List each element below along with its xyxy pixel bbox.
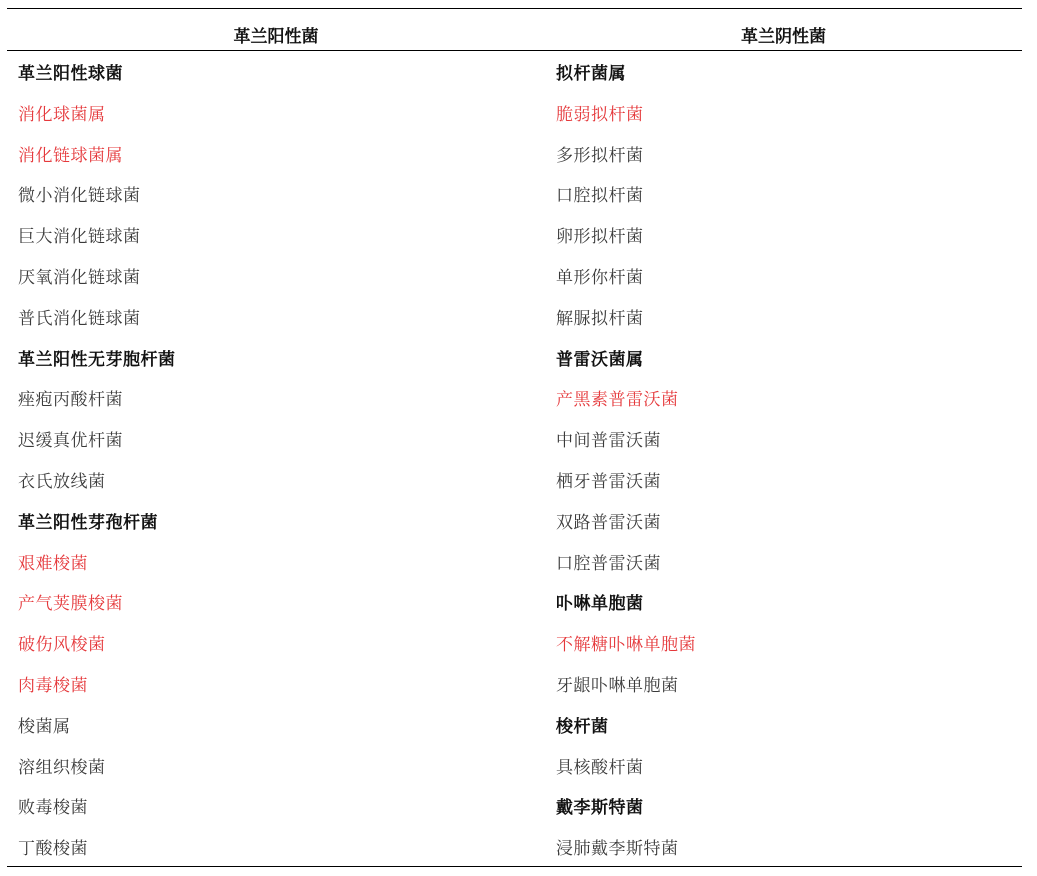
gram-negative-species-cell: 口腔普雷沃菌	[556, 553, 661, 574]
header-gram-positive: 革兰阳性菌	[233, 27, 319, 47]
gram-negative-species-cell: 栖牙普雷沃菌	[556, 471, 661, 492]
gram-positive-species-cell: 厌氧消化链球菌	[18, 267, 141, 288]
gram-negative-species-cell: 卵形拟杆菌	[556, 227, 644, 248]
gram-positive-species-cell: 巨大消化链球菌	[18, 227, 141, 248]
gram-positive-species-cell: 产气荚膜梭菌	[18, 594, 123, 615]
gram-negative-species-cell: 口腔拟杆菌	[556, 186, 644, 207]
gram-positive-species-cell: 破伤风梭菌	[18, 635, 106, 656]
gram-positive-species-cell: 痤疱丙酸杆菌	[18, 390, 123, 411]
gram-positive-species-cell: 梭菌属	[18, 716, 71, 737]
gram-negative-column	[556, 54, 696, 870]
gram-positive-species-cell: 败毒梭菌	[18, 798, 88, 819]
gram-positive-species-cell: 消化球菌属	[18, 104, 106, 125]
gram-positive-species-cell: 普氏消化链球菌	[18, 308, 141, 329]
gram-negative-group-heading: 普雷沃菌属	[556, 349, 644, 370]
header-gram-negative: 革兰阴性菌	[741, 27, 826, 47]
gram-positive-species-cell: 溶组织梭菌	[18, 757, 106, 778]
gram-positive-species-cell: 艰难梭菌	[18, 553, 88, 574]
gram-positive-group-heading: 革兰阳性芽孢杆菌	[18, 512, 158, 533]
gram-negative-species-cell: 牙龈卟啉单胞菌	[556, 675, 679, 696]
table-bottom-rule	[7, 866, 1022, 867]
gram-negative-species-cell: 单形你杆菌	[556, 267, 644, 288]
gram-positive-species-cell: 消化链球菌属	[18, 145, 123, 166]
gram-positive-species-cell: 丁酸梭菌	[18, 839, 88, 860]
gram-negative-species-cell: 产黑素普雷沃菌	[556, 390, 679, 411]
table-top-rule	[7, 8, 1022, 9]
gram-positive-group-heading: 革兰阳性球菌	[18, 64, 123, 84]
gram-positive-species-cell: 微小消化链球菌	[18, 186, 141, 207]
gram-negative-group-heading: 戴李斯特菌	[556, 798, 644, 819]
gram-negative-species-cell: 脆弱拟杆菌	[556, 104, 644, 125]
gram-positive-species-cell: 迟缓真优杆菌	[18, 431, 123, 452]
gram-negative-species-cell: 中间普雷沃菌	[556, 431, 661, 452]
gram-negative-species-cell: 具核酸杆菌	[556, 757, 644, 778]
gram-negative-species-cell: 解脲拟杆菌	[556, 308, 644, 329]
header-divider-rule	[7, 50, 1022, 51]
gram-negative-species-cell: 多形拟杆菌	[556, 145, 644, 166]
gram-negative-species-cell: 双路普雷沃菌	[556, 512, 661, 533]
gram-positive-species-cell: 衣氏放线菌	[18, 471, 106, 492]
gram-positive-column	[18, 54, 176, 870]
gram-positive-group-heading: 革兰阳性无芽胞杆菌	[18, 349, 176, 370]
gram-positive-species-cell: 肉毒梭菌	[18, 675, 88, 696]
gram-negative-group-heading: 梭杆菌	[556, 716, 609, 737]
gram-negative-species-cell: 浸肺戴李斯特菌	[556, 839, 679, 860]
gram-negative-group-heading: 卟啉单胞菌	[556, 594, 644, 615]
gram-negative-species-cell: 不解糖卟啉单胞菌	[556, 635, 696, 656]
gram-negative-group-heading: 拟杆菌属	[556, 64, 626, 84]
